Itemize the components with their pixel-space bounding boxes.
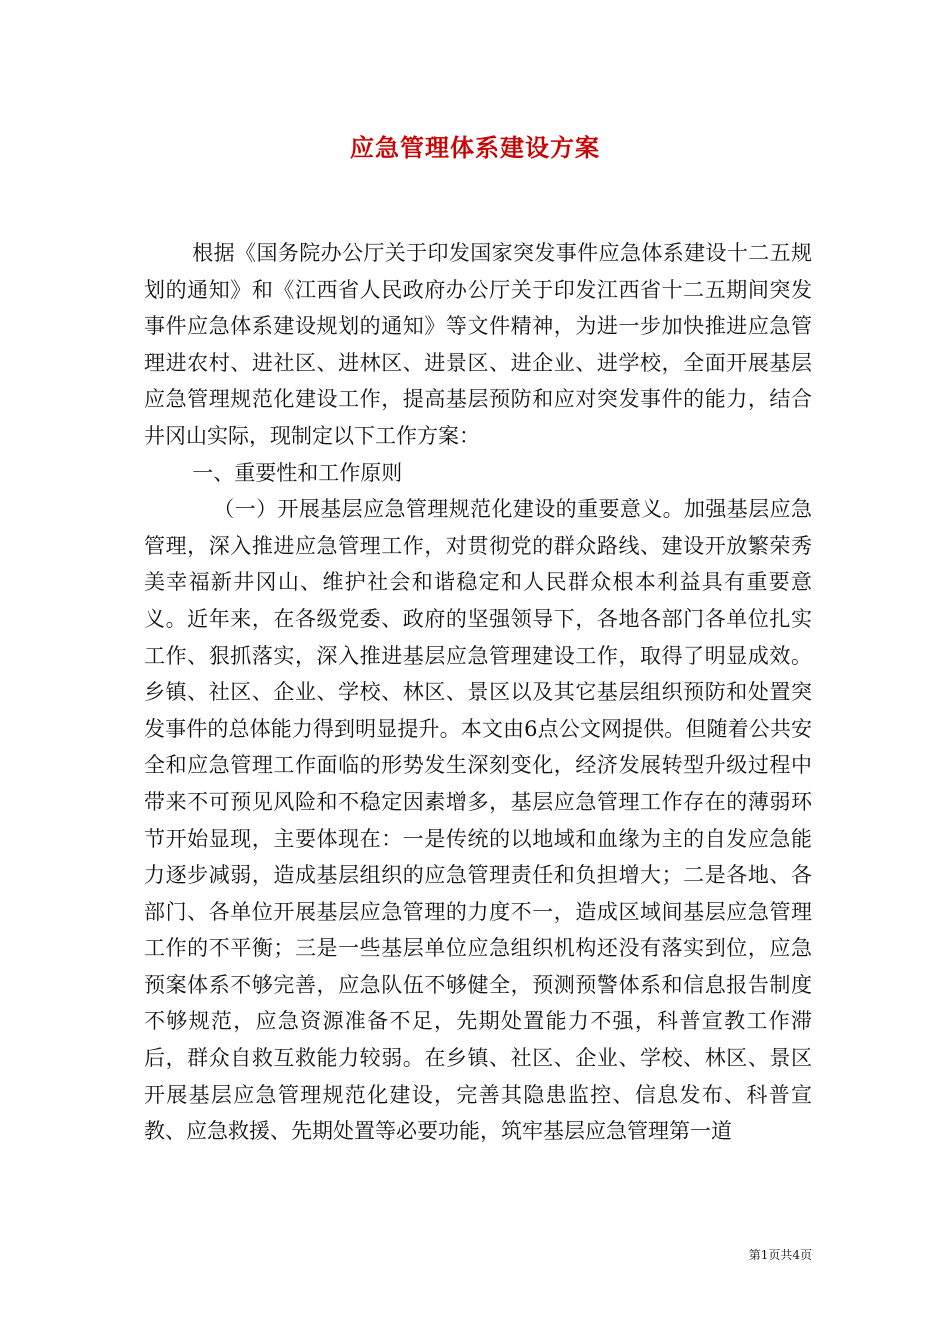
document-title: 应急管理体系建设方案 (350, 133, 600, 162)
subsection-paragraph: （一）开展基层应急管理规范化建设的重要意义。加强基层应急管理，深入推进应急管理工作，对贯彻党的群众路线、建设开放繁荣秀美幸福新井冈山、维护社会和谐稳定和人民群众根本利益具有重要意义。近年来，在各级党委、政府的坚强领导下，各地各部门各单位扎实工作、狠抓落实，深入推进基层应急管理建设工作，取得了明显成效。乡镇、社区、企业、学校、林区、景区以及其它基层组织预防和处置突发事件的总体能力得到明显提升。本文由6点公文网提供。但随着公共安全和应急管理工作面临的形势发生深刻变化，经济发展转型升级过程中带来不可预见风险和不稳定因素增多，基层应急管理工作存在的薄弱环节开始显现，主要体现在：一是传统的以地域和血缘为主的自发应急能力逐步减弱，造成基层组织的应急管理责任和负担增大；二是各地、各部门、各单位开展基层应急管理的力度不一，造成区域间基层应急管理工作的不平衡；三是一些基层单位应急组织机构还没有落实到位，应急预案体系不够完善，应急队伍不够健全，预测预警体系和信息报告制度不够规范，应急资源准备不足，先期处置能力不强，科普宣教工作滞后，群众自救互救能力较弱。在乡镇、社区、企业、学校、林区、景区开展基层应急管理规范化建设，完善其隐患监控、信息发布、科普宣教、应急救援、先期处置等必要功能，筑牢基层应急管理第一道 (144, 497, 812, 1144)
section-heading: 一、重要性和工作原则 (192, 460, 403, 485)
document-body (144, 235, 812, 1150)
intro-paragraph: 根据《国务院办公厅关于印发国家突发事件应急体系建设十二五规划的通知》和《江西省人民政府办公厅关于印发江西省十二五期间突发事件应急体系建设规划的通知》等文件精神，为进一步加快推进应急管理进农村、进社区、进林区、进景区、进企业、进学校，全面开展基层应急管理规范化建设工作，提高基层预防和应对突发事件的能力，结合井冈山实际，现制定以下工作方案： (144, 241, 812, 448)
page-number: 第1页共4页 (748, 1248, 812, 1262)
